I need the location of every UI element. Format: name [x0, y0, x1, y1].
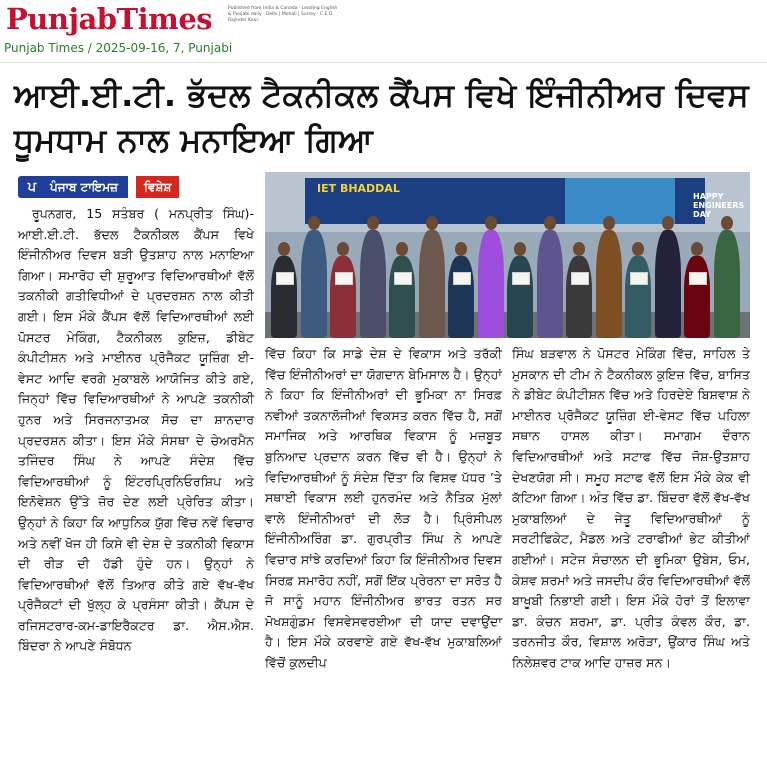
photo-certificate [453, 272, 471, 285]
photo-certificate [394, 272, 412, 285]
photo-certificate [276, 272, 294, 285]
photo-person-head [455, 242, 467, 256]
brand-subtitle: Published from India & Canada · Leading English & Punjabi daily · Delhi | Mohali | Surrey · C.E.O. Rajinder Kaur [228, 6, 338, 23]
photo-person [714, 230, 740, 338]
photo-person-head [367, 216, 379, 230]
article-headline: ਆਈ.ਈ.ਟੀ. ਭੱਦਲ ਟੈਕਨੀਕਲ ਕੈਂਪਸ ਵਿਖੇ ਇੰਜੀਨੀਅਰ ਦਿਵਸ ਧੂਮਧਾਮ ਨਾਲ ਮਨਾਇਆ ਗਿਆ [14, 76, 749, 159]
photo-certificate [571, 272, 589, 285]
photo-person-head [485, 216, 497, 230]
photo-person [330, 256, 356, 338]
divider [0, 62, 767, 63]
article-photo [265, 172, 750, 338]
photo-person [301, 230, 327, 338]
photo-certificate [512, 272, 530, 285]
badge-name: ਪੰਜਾਬ ਟਾਇਮਜ਼ [46, 176, 128, 198]
photo-person-head [308, 216, 320, 230]
photo-person-head [544, 216, 556, 230]
photo-person [684, 256, 710, 338]
photo-person [655, 230, 681, 338]
photo-person [419, 230, 445, 338]
section-badge [18, 176, 179, 198]
photo-certificate [335, 272, 353, 285]
photo-person [596, 230, 622, 338]
photo-person-head [721, 216, 733, 230]
badge-tag: ਵਿਸ਼ੇਸ਼ [136, 176, 179, 198]
article-column-1: ਰੂਪਨਗਰ, 15 ਸਤੰਬਰ ( ਮਨਪ੍ਰੀਤ ਸਿੰਘ)- ਆਈ.ਈ.ਟੀ. ਭੱਦਲ ਟੈਕਨੀਕਲ ਕੈਂਪਸ ਵਿਖੇ ਇੰਜੀਨੀਅਰ ਦਿਵਸ ਬੜੀ ਉਤਸ਼ਾਹ ਨਾਲ ਮਨਾਇਆ ਗਿਆ। ਸਮਾਰੋਹ ਦੀ ਸ਼ੁਰੂਆਤ ਵਿਦਿਆਰਥੀਆਂ ਵੱਲੋਂ ਤਕਨੀਕੀ ਗਤੀਵਿਧੀਆਂ ਦੇ ਪ੍ਰਦਰਸ਼ਨ ਨਾਲ ਕੀਤੀ ਗਈ। ਇਸ ਮੌਕੇ ਕੈਂਪਸ ਵੱਲੋਂ ਵਿਦਿਆਰਥੀਆਂ ਲਈ ਪੋਸਟਰ ਮੇਕਿੰਗ, ਟੈਕਨੀਕਲ ਕੁਇਜ਼, ਡੀਬੇਟ ਕੰਪੀਟੀਸ਼ਨ ਅਤੇ ਮਾਈਨਰ ਪ੍ਰੋਜੈਕਟ ਯੂਜ਼ਿੰਗ ਈ-ਵੇਸਟ ਆਦਿ ਵਰਗੇ ਮੁਕਾਬਲੇ ਆਯੋਜਿਤ ਕੀਤੇ ਗਏ, ਜਿਨ੍ਹਾਂ ਵਿੱਚ ਵਿਦਿਆਰਥੀਆਂ ਨੇ ਆਪਣੇ ਤਕਨੀਕੀ ਹੁਨਰ ਅਤੇ ਸਿਰਜਨਾਤਮਕ ਸੋਚ ਦਾ ਸ਼ਾਨਦਾਰ ਪ੍ਰਦਰਸ਼ਨ ਕੀਤਾ। ਇਸ ਮੌਕੇ ਸੰਸਥਾ ਦੇ ਚੇਅਰਮੈਨ ਤਜਿੰਦਰ ਸਿੰਘ ਨੇ ਆਪਣੇ ਸੰਦੇਸ਼ ਵਿੱਚ ਵਿਦਿਆਰਥੀਆਂ ਨੂੰ ਇੰਟਰਪ੍ਰਿਨਿਓਰਸ਼ਿਪ ਅਤੇ ਇਨੋਵੇਸ਼ਨ ਉੱਤੇ ਜ਼ੋਰ ਦੇਣ ਲਈ ਪ੍ਰੇਰਿਤ ਕੀਤਾ। ਉਨ੍ਹਾਂ ਨੇ ਕਿਹਾ ਕਿ ਆਧੁਨਿਕ ਯੁੱਗ ਵਿੱਚ ਨਵੇਂ ਵਿਚਾਰ ਅਤੇ ਨਵੀਂ ਖੋਜ ਹੀ ਕਿਸੇ ਵੀ ਦੇਸ਼ ਦੇ ਤਕਨੀਕੀ ਵਿਕਾਸ ਦੀ ਰੀੜ ਦੀ ਹੱਡੀ ਹੁੰਦੇ ਹਨ। ਉਨ੍ਹਾਂ ਨੇ ਵਿਦਿਆਰਥੀਆਂ ਵੱਲੋਂ ਤਿਆਰ ਕੀਤੇ ਗਏ ਵੱਖ-ਵੱਖ ਪ੍ਰੋਜੈਕਟਾਂ ਦੀ ਖੁੱਲ੍ਹ ਕੇ ਪ੍ਰਸੰਸਾ ਕੀਤੀ। ਕੈਂਪਸ ਦੇ ਰਜਿਸਟਰਾਰ-ਕਮ-ਡਾਇਰੈਕਟਰ ਡਾ. ਐਸ.ਐਸ. ਬਿੰਦਰਾ ਨੇ ਆਪਣੇ ਸੰਬੋਧਨ [18, 206, 254, 654]
photo-person-head [603, 216, 615, 230]
dateline[interactable]: Punjab Times / 2025-09-16, 7, Punjabi [4, 41, 233, 55]
photo-person [566, 256, 592, 338]
photo-person [478, 230, 504, 338]
photo-person-head [514, 242, 526, 256]
masthead [0, 0, 767, 38]
article-column-3: ਸਿੰਘ ਬੜਵਾਲ ਨੇ ਪੋਸਟਰ ਮੇਕਿੰਗ ਵਿੱਚ, ਸਾਹਿਲ ਤੇ ਮੁਸਕਾਨ ਦੀ ਟੀਮ ਨੇ ਟੈਕਨੀਕਲ ਕੁਇਜ਼ ਵਿੱਚ, ਬਾਸਿਤ ਨੇ ਡੀਬੇਟ ਕੰਪੀਟੀਸ਼ਨ ਵਿੱਚ ਅਤੇ ਹਿਰਦੇਏ ਬਿਸ਼ਵਾਸ਼ ਨੇ ਮਾਈਨਰ ਪ੍ਰੋਜੈਕਟ ਯੂਜ਼ਿੰਗ ਈ-ਵੇਸਟ ਵਿੱਚ ਪਹਿਲਾ ਸਥਾਨ ਹਾਸਲ ਕੀਤਾ। ਸਮਾਗਮ ਦੌਰਾਨ ਵਿਦਿਆਰਥੀਆਂ ਅਤੇ ਸਟਾਫ ਵਿੱਚ ਜੋਸ਼-ਉਤਸ਼ਾਹ ਦੇਖਣਯੋਗ ਸੀ। ਸਮੂਹ ਸਟਾਫ ਵੱਲੋਂ ਇਸ ਮੌਕੇ ਕੇਕ ਵੀ ਕੱਟਿਆ ਗਿਆ। ਅੰਤ ਵਿੱਚ ਡਾ. ਬਿੰਦਰਾ ਵੱਲੋਂ ਵੱਖ-ਵੱਖ ਮੁਕਾਬਲਿਆਂ ਦੇ ਜੇਤੂ ਵਿਦਿਆਰਥੀਆਂ ਨੂੰ ਸਰਟੀਫਿਕੇਟ, ਮੈਡਲ ਅਤੇ ਟਰਾਫੀਆਂ ਭੇਟ ਕੀਤੀਆਂ ਗਈਆਂ। ਸਟੇਜ ਸੰਚਾਲਨ ਦੀ ਭੂਮਿਕਾ ਉਬੇਸ, ਓਮ, ਕੇਸ਼ਵ ਸ਼ਰਮਾਂ ਅਤੇ ਜਸਦੀਪ ਕੌਰ ਵਿਦਿਆਰਥੀਆਂ ਵੱਲੋਂ ਬਾਖੂਬੀ ਨਿਭਾਈ ਗਈ। ਇਸ ਮੌਕੇ ਹੋਰਾਂ ਤੋਂ ਇਲਾਵਾ ਡਾ. ਕੰਚਨ ਸ਼ਰਮਾ, ਡਾ. ਪ੍ਰੀਤ ਕੰਵਲ ਕੌਰ, ਡਾ. ਤਰਨਜੀਤ ਕੌਰ, ਵਿਸ਼ਾਲ ਅਰੋੜਾ, ਉਂਕਾਰ ਸਿੰਘ ਅਤੇ ਨਿਲੇਸ਼ਵਰ ਟਾਕ ਆਦਿ ਹਾਜ਼ਰ ਸਨ। [512, 346, 750, 670]
photo-certificate [689, 272, 707, 285]
photo-person [271, 256, 297, 338]
photo-person-head [426, 216, 438, 230]
photo-person-head [396, 242, 408, 256]
photo-person [537, 230, 563, 338]
photo-person [625, 256, 651, 338]
photo-person-head [278, 242, 290, 256]
photo-person [389, 256, 415, 338]
photo-person-head [691, 242, 703, 256]
photo-person-head [632, 242, 644, 256]
photo-person [507, 256, 533, 338]
photo-person-head [573, 242, 585, 256]
article-column-2: ਵਿੱਚ ਕਿਹਾ ਕਿ ਸਾਡੇ ਦੇਸ਼ ਦੇ ਵਿਕਾਸ ਅਤੇ ਤਰੱਕੀ ਵਿੱਚ ਇੰਜੀਨੀਅਰਾਂ ਦਾ ਯੋਗਦਾਨ ਬੇਮਿਸਾਲ ਹੈ। ਉਨ੍ਹਾਂ ਨੇ ਕਿਹਾ ਕਿ ਇੰਜੀਨੀਅਰਾਂ ਦੀ ਭੂਮਿਕਾ ਨਾ ਸਿਰਫ਼ ਨਵੀਆਂ ਤਕਨਾਲੋਜੀਆਂ ਵਿਕਸਤ ਕਰਨ ਵਿੱਚ ਹੈ, ਸਗੋਂ ਸਮਾਜਿਕ ਅਤੇ ਆਰਥਿਕ ਵਿਕਾਸ ਨੂੰ ਮਜ਼ਬੂਤ ਬੁਨਿਆਦ ਪ੍ਰਦਾਨ ਕਰਨ ਵਿੱਚ ਵੀ ਹੈ। ਉਨ੍ਹਾਂ ਨੇ ਵਿਦਿਆਰਥੀਆਂ ਨੂੰ ਸੰਦੇਸ਼ ਦਿੱਤਾ ਕਿ ਵਿਸ਼ਵ ਪੱਧਰ ’ਤੇ ਸਥਾਈ ਵਿਕਾਸ ਲਈ ਹੁਨਰਮੰਦ ਅਤੇ ਨੈਤਿਕ ਮੁੱਲਾਂ ਵਾਲੇ ਇੰਜੀਨੀਅਰਾਂ ਦੀ ਲੋੜ ਹੈ। ਪ੍ਰਿੰਸੀਪਲ ਇੰਜੀਨੀਅਰਿੰਗ ਡਾ. ਗੁਰਪ੍ਰੀਤ ਸਿੰਘ ਨੇ ਆਪਣੇ ਵਿਚਾਰ ਸਾਂਝੇ ਕਰਦਿਆਂ ਕਿਹਾ ਕਿ ਇੰਜੀਨੀਅਰ ਦਿਵਸ ਸਿਰਫ਼ ਸਮਾਰੋਹ ਨਹੀਂ, ਸਗੋਂ ਇੱਕ ਪ੍ਰੇਰਨਾ ਦਾ ਸਰੋਤ ਹੈ ਜੋ ਸਾਨੂੰ ਮਹਾਨ ਇੰਜੀਨੀਅਰ ਭਾਰਤ ਰਤਨ ਸਰ ਮੋਖਸ਼ਗੁੰਡਮ ਵਿਸਵੇਸਵਰਈਆ ਦੀ ਯਾਦ ਦਵਾਉਂਦਾ ਹੈ। ਇਸ ਮੌਕੇ ਕਰਵਾਏ ਗਏ ਵੱਖ-ਵੱਖ ਮੁਕਾਬਲਿਆਂ ਵਿੱਚੋਂ ਕੁਲਦੀਪ [265, 346, 502, 670]
photo-certificate [630, 272, 648, 285]
photo-person [360, 230, 386, 338]
photo-banner2-text: HAPPY ENGINEERS DAY [693, 192, 745, 219]
photo-person-head [337, 242, 349, 256]
photo-person-head [662, 216, 674, 230]
photo-banner-text: IET BHADDAL [317, 182, 400, 195]
photo-banner-right [565, 178, 675, 224]
photo-person [448, 256, 474, 338]
brand-logo[interactable]: PunjabTimes [6, 2, 213, 36]
badge-logo-icon: ਪ [18, 176, 46, 198]
